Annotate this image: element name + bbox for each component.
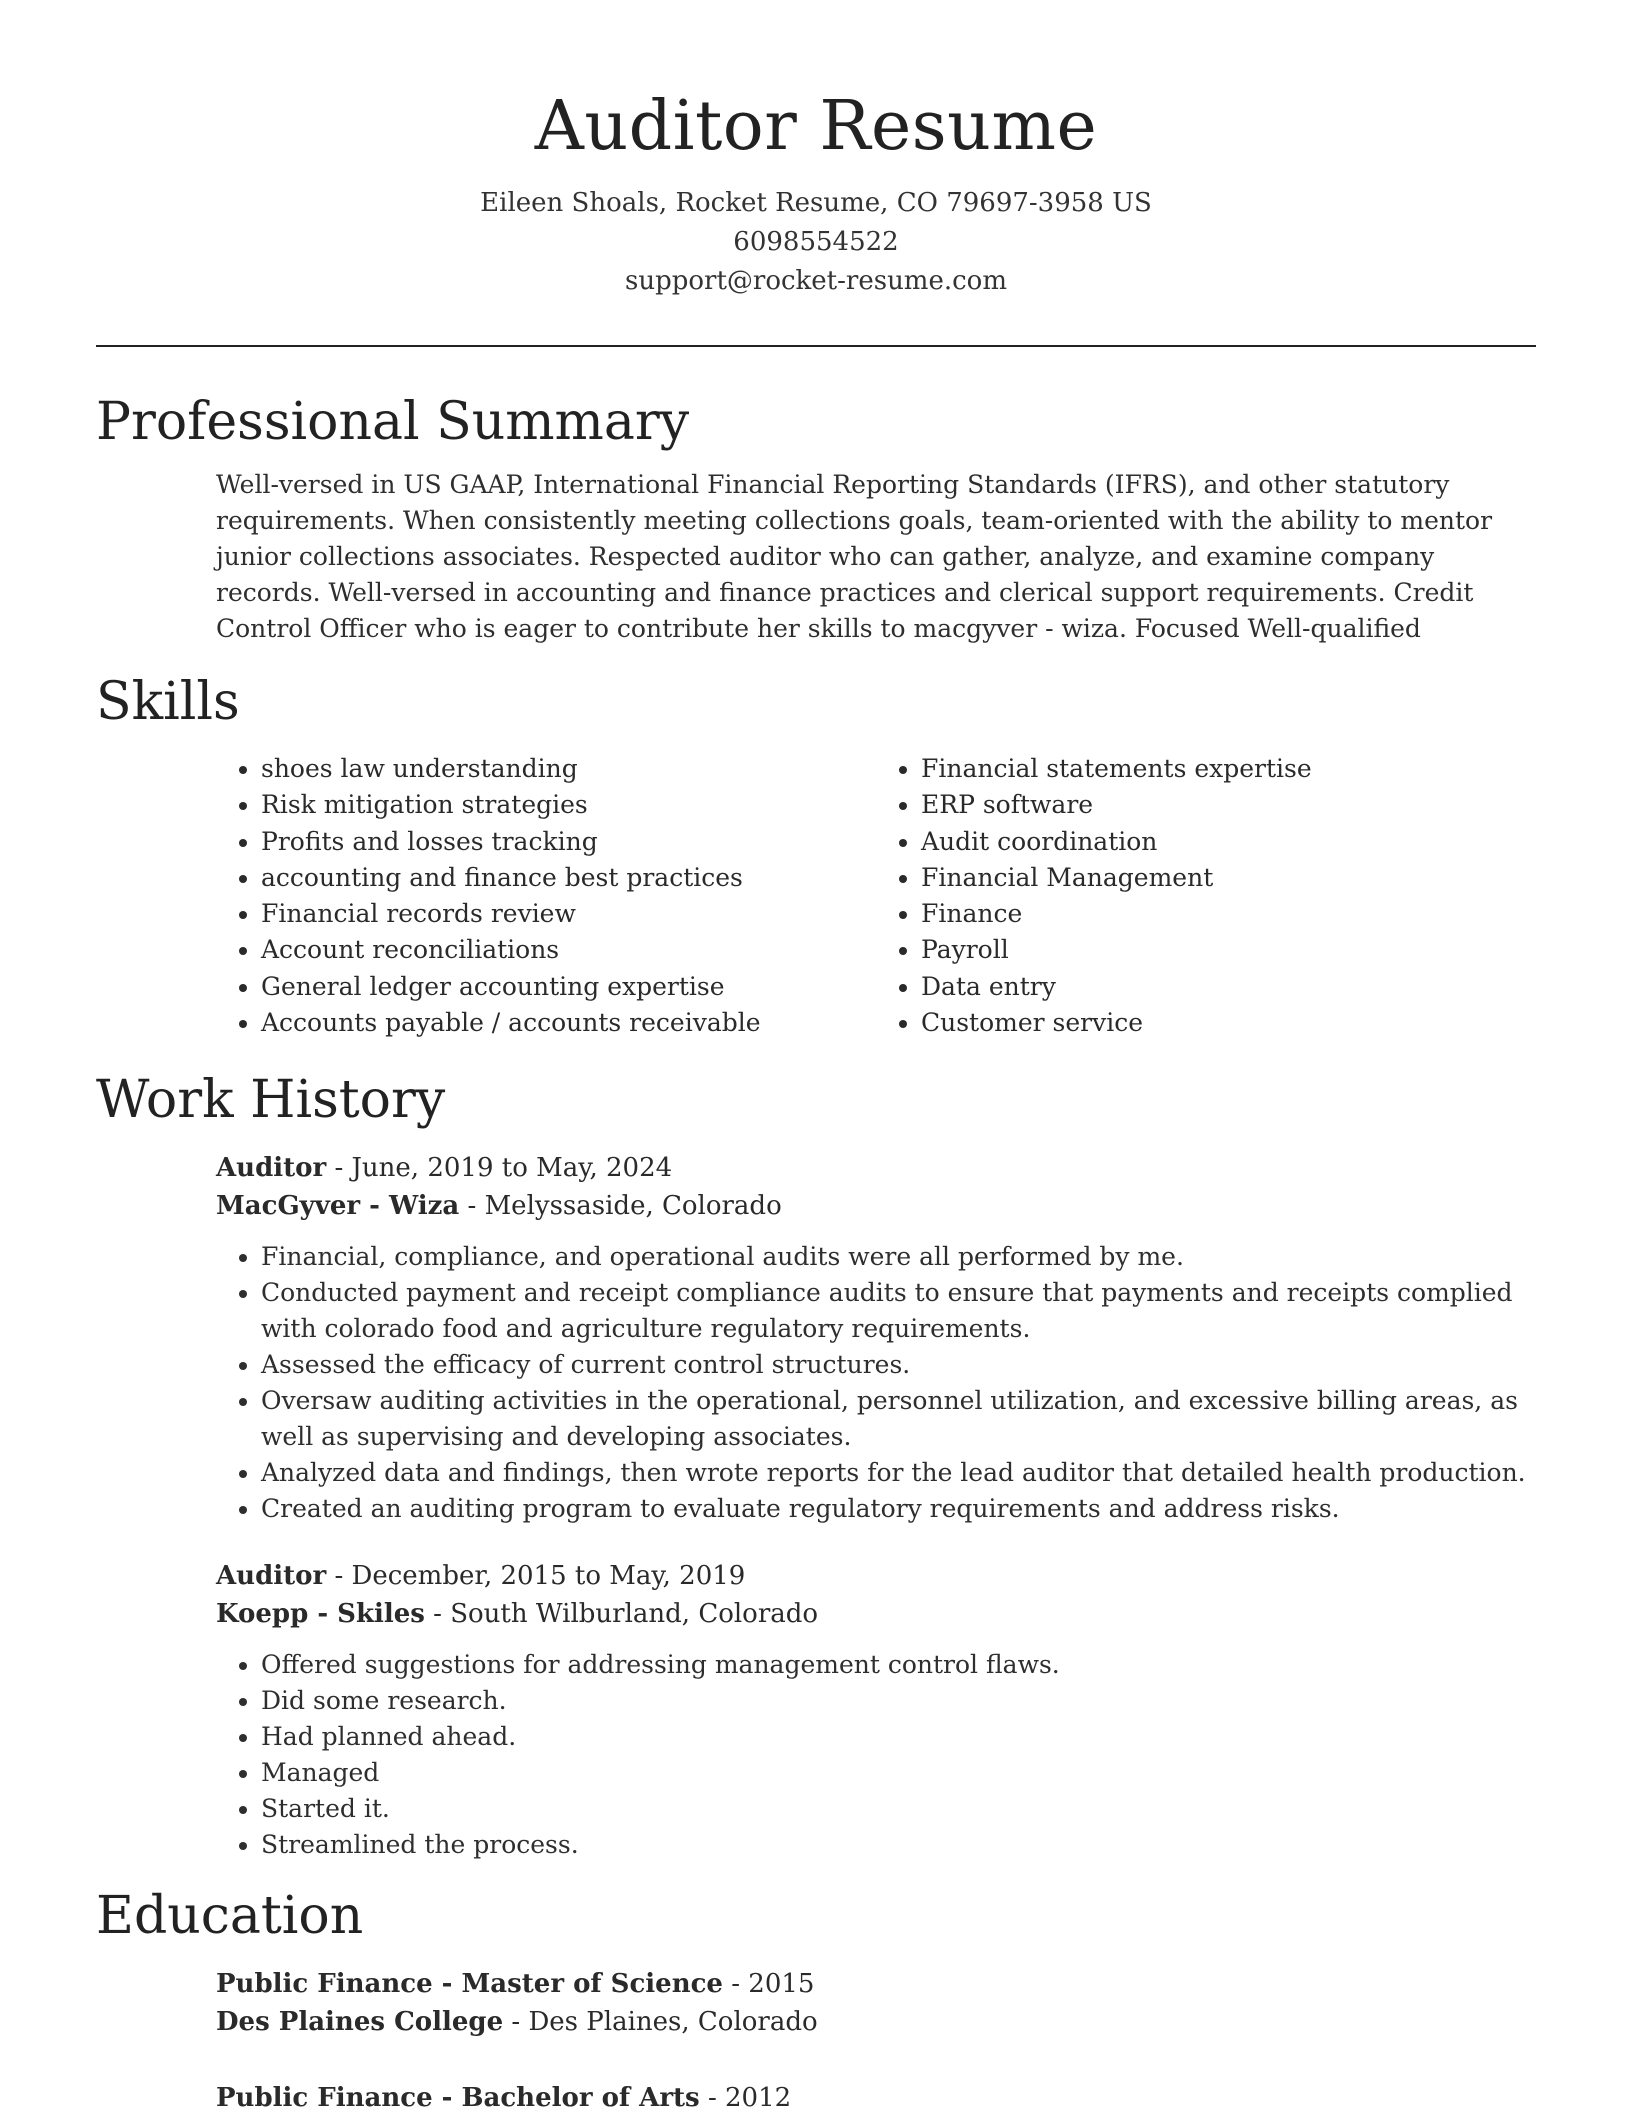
job-entry <box>96 1557 1536 1863</box>
job-bullet: • Oversaw auditing activities in the operational, personnel utilization, and excessive billing areas, as well as supervising and developing associates. <box>261 1383 1536 1455</box>
skill-item: • Customer service <box>921 1005 1536 1041</box>
job-bullet: • Streamlined the process. <box>261 1827 1536 1863</box>
phone-number: 6098554522 <box>733 227 899 257</box>
skills-list-right <box>876 751 1536 1041</box>
skill-item: • Risk mitigation strategies <box>261 787 876 823</box>
skill-item: • Account reconciliations <box>261 932 876 968</box>
job-dates: - June, 2019 to May, 2024 <box>326 1153 673 1184</box>
work-history-heading: Work History <box>96 1070 446 1131</box>
work-history-section <box>96 1065 1536 1863</box>
summary-text: Well-versed in US GAAP, International Financial Reporting Standards (IFRS), and other statutory requirements. When consistently meeting collections goals, team-oriented with the ability to mentor junior collections associates. Respected auditor who can gather, analyze, and examine company records. Well-versed in accounting and finance practices and clerical support requirements. Credit Control Officer who is eager to contribute her skills to macgyver - wiza. Focused Well-qualified <box>216 470 1493 643</box>
degree-year: - 2012 <box>699 2083 792 2114</box>
skill-item: • Audit coordination <box>921 824 1536 860</box>
job-bullets <box>216 1647 1536 1863</box>
degree-year: - 2015 <box>722 1969 815 2000</box>
job-bullets <box>216 1239 1536 1527</box>
job-bullet: • Started it. <box>261 1791 1536 1827</box>
job-entry <box>96 1149 1536 1527</box>
skill-item: • Financial Management <box>921 860 1536 896</box>
resume-header <box>96 0 1536 301</box>
job-company: Koepp - Skiles <box>216 1599 425 1630</box>
skills-heading: Skills <box>96 672 240 732</box>
summary-heading: Professional Summary <box>96 392 690 452</box>
skill-item: • Data entry <box>921 969 1536 1005</box>
skill-item: • General ledger accounting expertise <box>261 969 876 1005</box>
job-bullet: • Had planned ahead. <box>261 1719 1536 1755</box>
job-company: MacGyver - Wiza <box>216 1191 460 1222</box>
job-title: Auditor <box>216 1561 327 1592</box>
job-bullet: • Did some research. <box>261 1683 1536 1719</box>
skill-item: • ERP software <box>921 787 1536 823</box>
skill-item: • Accounts payable / accounts receivable <box>261 1005 876 1041</box>
summary-section <box>96 387 1536 647</box>
job-dates: - December, 2015 to May, 2019 <box>326 1561 746 1592</box>
job-company-line <box>216 1595 1536 1633</box>
skills-section <box>96 667 1536 1041</box>
degree-line <box>216 2079 1536 2117</box>
education-entry <box>96 1965 1536 2041</box>
school: Des Plaines College <box>216 2007 504 2038</box>
education-section <box>96 1881 1536 2117</box>
skill-item: • Finance <box>921 896 1536 932</box>
resume-page <box>96 0 1536 2117</box>
job-title-line <box>216 1149 1536 1187</box>
job-bullet: • Offered suggestions for addressing management control flaws. <box>261 1647 1536 1683</box>
skills-columns <box>96 751 1536 1041</box>
skill-item: • Financial records review <box>261 896 876 932</box>
skill-item: • Payroll <box>921 932 1536 968</box>
page-title: Auditor Resume <box>534 87 1098 166</box>
job-title: Auditor <box>216 1153 327 1184</box>
skills-list-left <box>216 751 876 1041</box>
education-heading: Education <box>96 1886 364 1947</box>
school-line <box>216 2003 1536 2041</box>
skill-item: • shoes law understanding <box>261 751 876 787</box>
education-entry <box>96 2079 1536 2117</box>
address: Eileen Shoals, Rocket Resume, CO 79697-3958 US <box>480 188 1152 218</box>
contact-info <box>96 184 1536 301</box>
job-bullet: • Assessed the efficacy of current control structures. <box>261 1347 1536 1383</box>
job-location: - South Wilburland, Colorado <box>424 1599 819 1630</box>
school-location: - Des Plaines, Colorado <box>503 2007 818 2038</box>
job-title-line <box>216 1557 1536 1595</box>
degree-line <box>216 1965 1536 2003</box>
job-bullet: • Conducted payment and receipt compliance audits to ensure that payments and receipts complied with colorado food and agriculture regulatory requirements. <box>261 1275 1536 1347</box>
job-bullet: • Financial, compliance, and operational audits were all performed by me. <box>261 1239 1536 1275</box>
degree: Public Finance - Master of Science <box>216 1969 723 2000</box>
skill-item: • Profits and losses tracking <box>261 824 876 860</box>
job-bullet: • Managed <box>261 1755 1536 1791</box>
job-bullet: • Analyzed data and findings, then wrote reports for the lead auditor that detailed health production. <box>261 1455 1536 1491</box>
degree: Public Finance - Bachelor of Arts <box>216 2083 700 2114</box>
skill-item: • Financial statements expertise <box>921 751 1536 787</box>
job-bullet: • Created an auditing program to evaluate regulatory requirements and address risks. <box>261 1491 1536 1527</box>
job-location: - Melyssaside, Colorado <box>459 1191 782 1222</box>
job-company-line <box>216 1187 1536 1225</box>
header-divider <box>96 345 1536 347</box>
email-address: support@rocket-resume.com <box>624 266 1007 296</box>
skill-item: • accounting and finance best practices <box>261 860 876 896</box>
